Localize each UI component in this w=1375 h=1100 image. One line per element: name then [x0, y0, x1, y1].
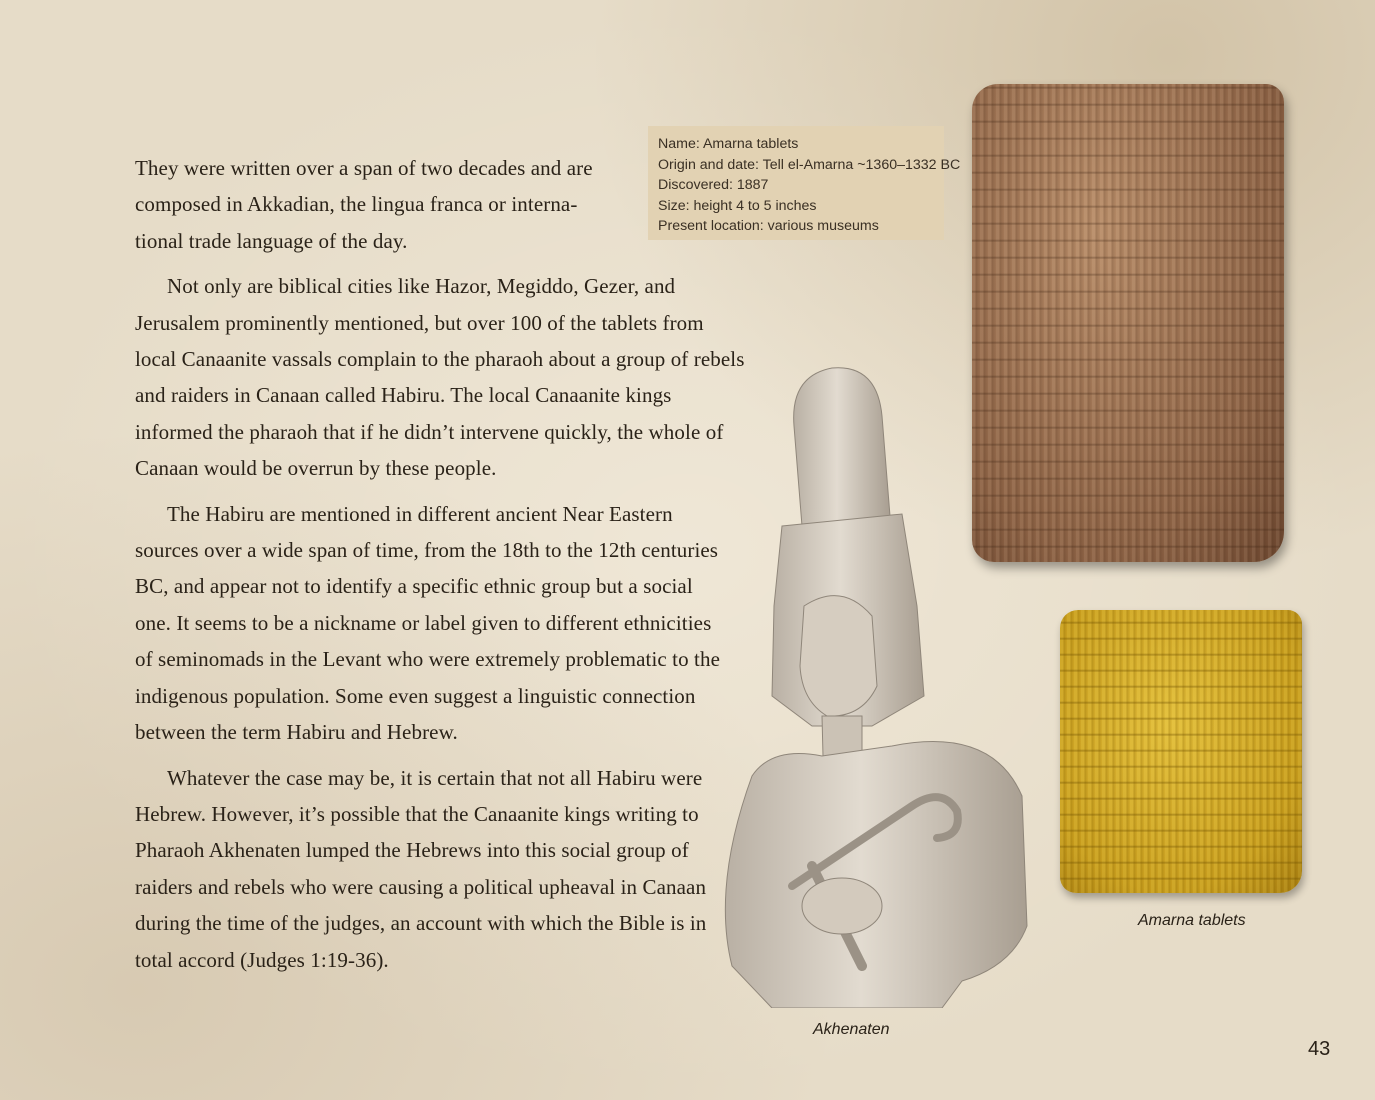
paragraph-2: Not only are biblical cities like Hazor, Megiddo, Gezer, and Jerusalem prominently mentioned, but over 100 of the tablets from local Canaanite vassals complain to the pharaoh about a group of rebels and raiders in Canaan called Habiru. The local Canaanite kings informed the pharaoh that if he didn’t intervene quickly, the whole of Canaan would be overrun by these people.: [135, 274, 745, 481]
info-location: Present location: various museums: [658, 218, 879, 235]
info-origin: Origin and date: Tell el-Amarna ~1360–1332 BC: [658, 156, 961, 173]
info-discovered: Discovered: 1887: [658, 177, 769, 194]
artifact-info-box: [648, 126, 961, 240]
body-text: [135, 150, 745, 987]
caption-amarna-tablets: Amarna tablets: [1138, 912, 1246, 929]
page-number: 43: [1308, 1038, 1331, 1060]
caption-akhenaten: Akhenaten: [813, 1021, 890, 1038]
paragraph-1-line-1: They were written over a span of two decades and are: [135, 156, 593, 180]
paragraph-1-line-3: tional trade language of the day.: [135, 228, 408, 253]
paragraph-3: The Habiru are mentioned in different ancient Near Eastern sources over a wide span of time, from the 18th to the 12th centuries BC, and appear not to identify a specific ethnic group but a social one. It seems to be a nickname or label given to different ethnicities of seminomads in the Levant who were extremely problematic to the indigenous population. Some even suggest a linguistic connection between the term Habiru and Hebrew.: [135, 501, 720, 745]
info-size: Size: height 4 to 5 inches: [658, 197, 817, 214]
paragraph-1-line-2: composed in Akkadian, the lingua franca or interna-: [135, 192, 578, 217]
info-name: Name: Amarna tablets: [658, 136, 799, 152]
amarna-tablet-yellow-image: [1060, 610, 1302, 893]
akhenaten-statue-image: [712, 366, 1032, 1008]
paragraph-4: Whatever the case may be, it is certain that not all Habiru were Hebrew. However, it’s possible that the Canaanite kings writing to Pharaoh Akhenaten lumped the Hebrews into this social group of raiders and rebels who were causing a political upheaval in Canaan during the time of the judges, an account with which the Bible is in total accord (Judges 1:19-36).: [135, 765, 707, 972]
